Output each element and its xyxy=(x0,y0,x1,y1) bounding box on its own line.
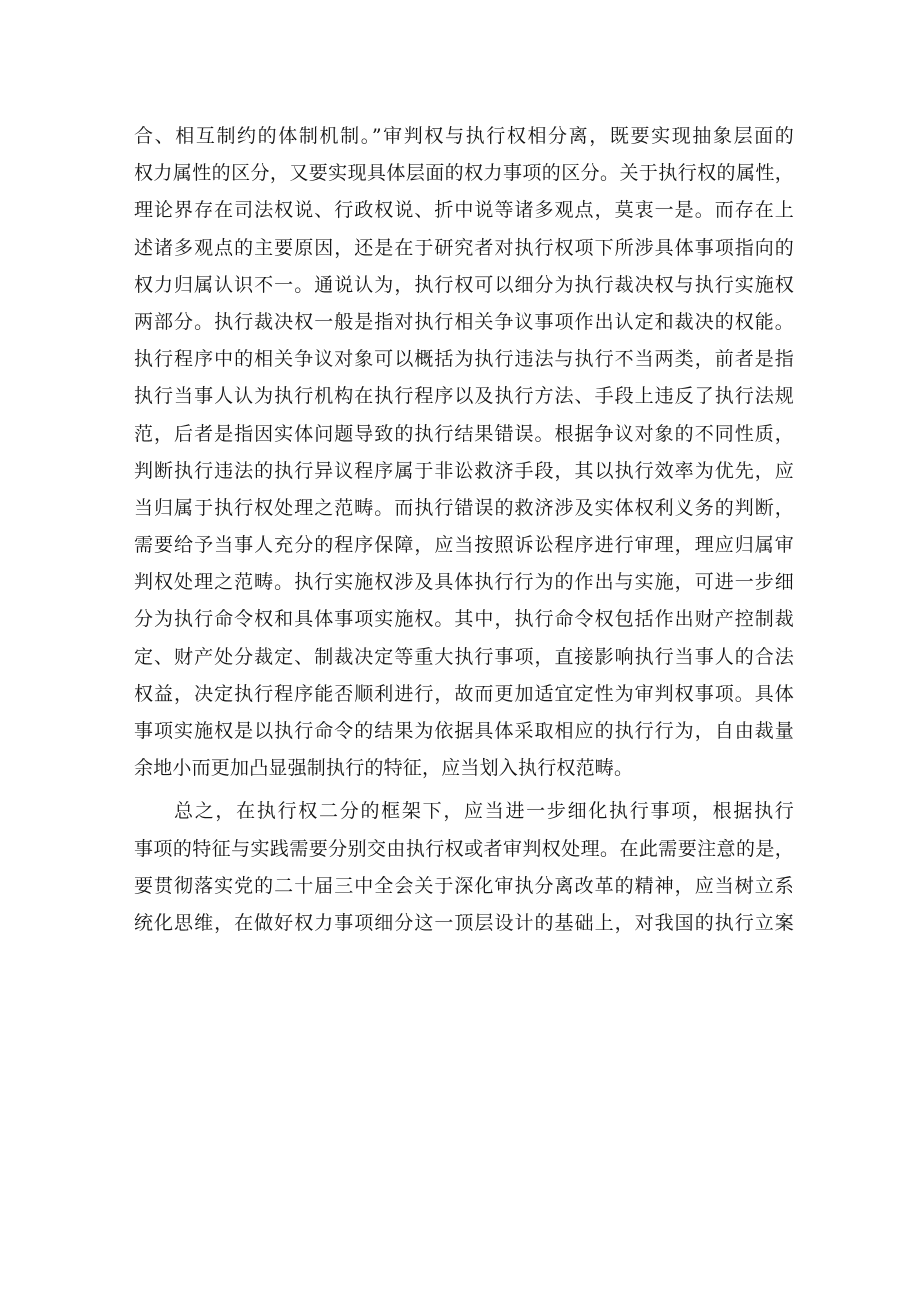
paragraph-2 xyxy=(134,793,794,942)
paragraph-line: 权益，决定执行程序能否顺利进行，故而更加适宜定性为审判权事项。具体 xyxy=(134,682,794,705)
paragraph-line: 总之，在执行权二分的框架下，应当进一步细化执行事项，根据执行 xyxy=(174,800,794,823)
paragraph-line: 理论界存在司法权说、行政权说、折中说等诸多观点，莫衷一是。而存在上 xyxy=(134,199,794,222)
paragraph-line: 余地小而更加凸显强制执行的特征，应当划入执行权范畴。 xyxy=(134,757,634,780)
paragraph-line: 范，后者是指因实体问题导致的执行结果错误。根据争议对象的不同性质， xyxy=(134,422,794,445)
paragraph-line: 权力归属认识不一。通说认为，执行权可以细分为执行裁决权与执行实施权 xyxy=(134,273,794,296)
paragraph-line: 两部分。执行裁决权一般是指对执行相关争议事项作出认定和裁决的权能。 xyxy=(134,310,794,333)
paragraph-line: 需要给予当事人充分的程序保障，应当按照诉讼程序进行审理，理应归属审 xyxy=(134,534,794,557)
paragraph-line: 述诸多观点的主要原因，还是在于研究者对执行权项下所涉具体事项指向的 xyxy=(134,236,794,259)
paragraph-line: 统化思维，在做好权力事项细分这一顶层设计的基础上，对我国的执行立案 xyxy=(134,911,794,934)
paragraph-line: 分为执行命令权和具体事项实施权。其中，执行命令权包括作出财产控制裁 xyxy=(134,608,794,631)
paragraph-line: 当归属于执行权处理之范畴。而执行错误的救济涉及实体权利义务的判断， xyxy=(134,496,794,519)
paragraph-line: 执行程序中的相关争议对象可以概括为执行违法与执行不当两类，前者是指 xyxy=(134,348,794,371)
paragraph-line: 事项的特征与实践需要分别交由执行权或者审判权处理。在此需要注意的是， xyxy=(134,837,794,860)
paragraph-line: 定、财产处分裁定、制裁决定等重大执行事项，直接影响执行当事人的合法 xyxy=(134,645,794,668)
paragraph-line: 判断执行违法的执行异议程序属于非讼救济手段，其以执行效率为优先，应 xyxy=(134,459,794,482)
paragraph-line: 判权处理之范畴。执行实施权涉及具体执行行为的作出与实施，可进一步细 xyxy=(134,571,794,594)
document-body xyxy=(134,118,794,942)
paragraph-line: 执行当事人认为执行机构在执行程序以及执行方法、手段上违反了执行法规 xyxy=(134,385,794,408)
paragraph-line: 权力属性的区分，又要实现具体层面的权力事项的区分。关于执行权的属性， xyxy=(134,162,794,185)
paragraph-1 xyxy=(134,118,794,787)
paragraph-line: 要贯彻落实党的二十届三中全会关于深化审执分离改革的精神，应当树立系 xyxy=(134,874,794,897)
paragraph-line: 事项实施权是以执行命令的结果为依据具体采取相应的执行行为，自由裁量 xyxy=(134,720,794,742)
paragraph-line: 合、相互制约的体制机制。”审判权与执行权相分离，既要实现抽象层面的 xyxy=(134,125,794,147)
